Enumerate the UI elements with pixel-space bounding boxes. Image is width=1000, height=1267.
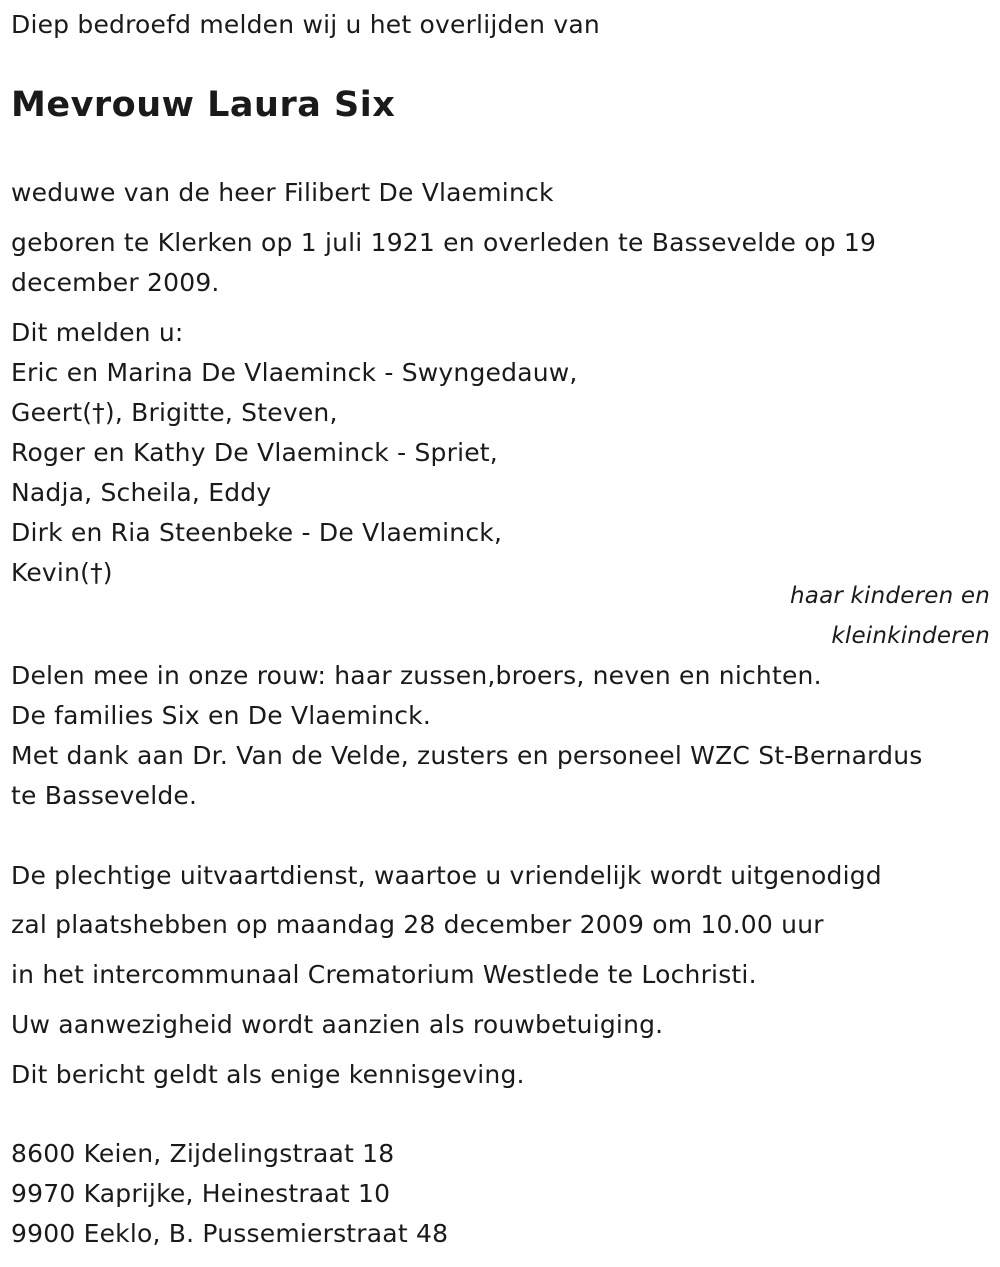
ceremony-line: Uw aanwezigheid wordt aanzien als rouwbetuiging. (11, 1010, 664, 1039)
family-heading: Dit melden u: (11, 318, 184, 347)
mourning-line: Met dank aan Dr. Van de Velde, zusters en personeel WZC St-Bernardus (11, 741, 923, 770)
birth-death-text-line-2: december 2009. (11, 268, 220, 297)
family-line: Kevin(†) (11, 558, 113, 587)
ceremony-line: zal plaatshebben op maandag 28 december 2009 om 10.00 uur (11, 910, 824, 939)
ceremony-line: De plechtige uitvaartdienst, waartoe u vriendelijk wordt uitgenodigd (11, 861, 882, 890)
family-line: Nadja, Scheila, Eddy (11, 478, 272, 507)
family-line: Geert(†), Brigitte, Steven, (11, 398, 338, 427)
address-line: 8600 Keien, Zijdelingstraat 18 (11, 1139, 395, 1168)
mourning-line: te Bassevelde. (11, 781, 198, 810)
address-line: 9970 Kaprijke, Heinestraat 10 (11, 1179, 391, 1208)
ceremony-line: Dit bericht geldt als enige kennisgeving. (11, 1060, 525, 1089)
intro-text: Diep bedroefd melden wij u het overlijden van (11, 10, 600, 39)
mourning-line: Delen mee in onze rouw: haar zussen,broers, neven en nichten. (11, 661, 822, 690)
birth-death-text-line-1: geboren te Klerken op 1 juli 1921 en overleden te Bassevelde op 19 (11, 228, 877, 257)
ceremony-line: in het intercommunaal Crematorium Westlede te Lochristi. (11, 960, 757, 989)
family-line: Dirk en Ria Steenbeke - De Vlaeminck, (11, 518, 503, 547)
family-signature-line-2: kleinkinderen (831, 623, 990, 649)
address-line: 9900 Eeklo, B. Pussemierstraat 48 (11, 1219, 449, 1248)
deceased-name-heading: Mevrouw Laura Six (11, 85, 396, 125)
family-line: Eric en Marina De Vlaeminck - Swyngedauw, (11, 358, 578, 387)
family-signature-line-1: haar kinderen en (790, 583, 990, 609)
family-line: Roger en Kathy De Vlaeminck - Spriet, (11, 438, 498, 467)
widow-text: weduwe van de heer Filibert De Vlaeminck (11, 178, 554, 207)
mourning-line: De families Six en De Vlaeminck. (11, 701, 432, 730)
